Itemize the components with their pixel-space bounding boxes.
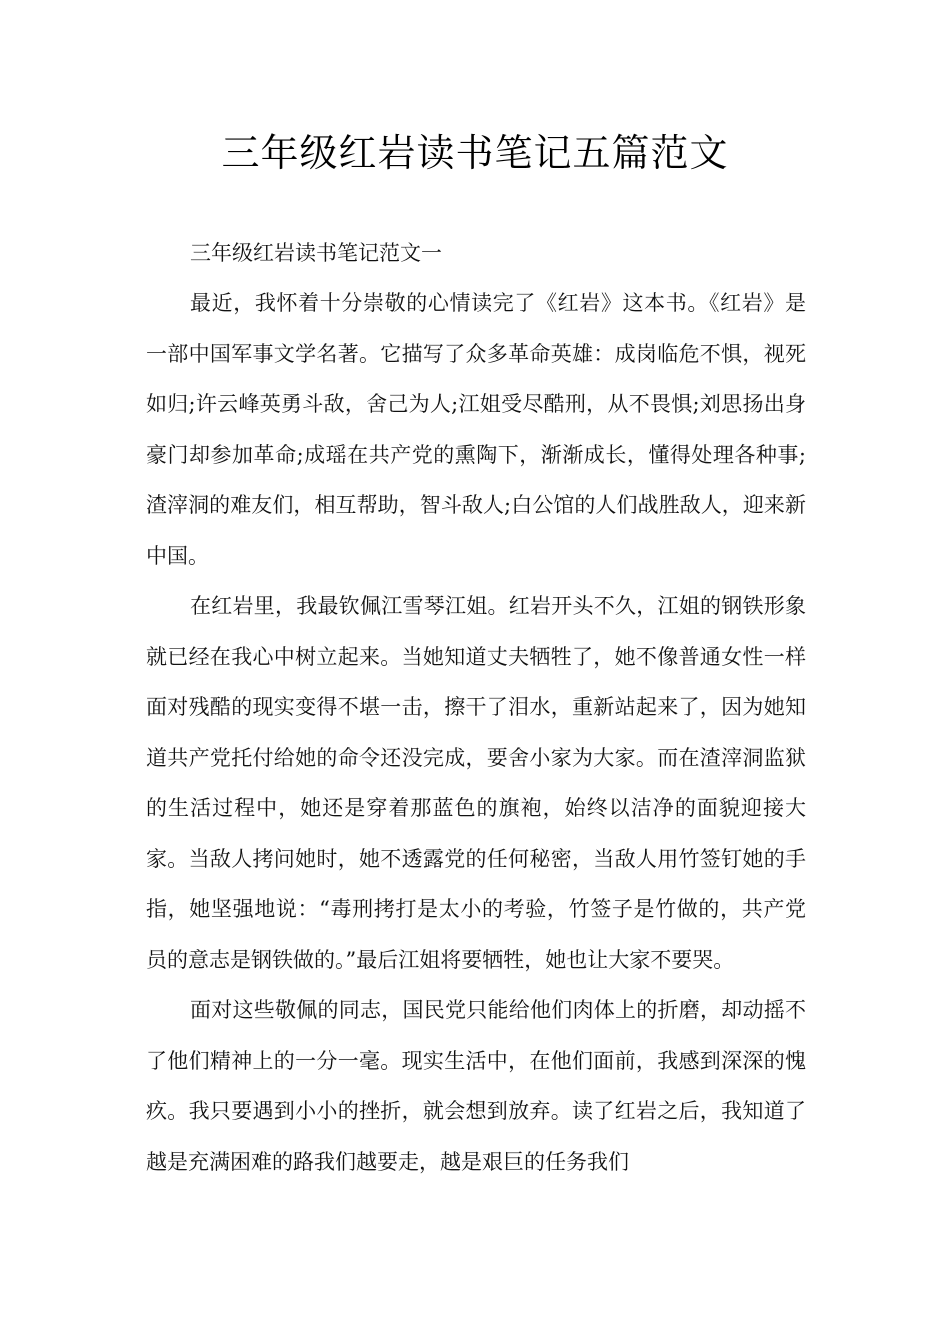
document-title: 三年级红岩读书笔记五篇范文 [221, 131, 729, 175]
section-heading: 三年级红岩读书笔记范文一 [190, 241, 442, 265]
document-body [146, 228, 806, 1187]
paragraph-3: 面对这些敬佩的同志，国民党只能给他们肉体上的折磨，却动摇不了他们精神上的一分一毫。现实生活中，在他们面前，我感到深深的愧疚。我只要遇到小小的挫折，就会想到放弃。读了红岩之后，我知道了越是充满困难的路我们越要走，越是艰巨的任务我们 [146, 998, 806, 1174]
paragraph-1: 最近，我怀着十分崇敬的心情读完了《红岩》这本书。《红岩》是一部中国军事文学名著。它描写了众多革命英雄：成岗临危不惧，视死如归;许云峰英勇斗敌，舍己为人;江姐受尽酷刑，从不畏惧;刘思扬出身豪门却参加革命;成瑶在共产党的熏陶下，渐渐成长，懂得处理各种事;渣滓洞的难友们，相互帮助，智斗敌人;白公馆的人们战胜敌人，迎来新中国。 [146, 291, 806, 568]
paragraph-2: 在红岩里，我最钦佩江雪琴江姐。红岩开头不久，江姐的钢铁形象就已经在我心中树立起来。当她知道丈夫牺牲了，她不像普通女性一样面对残酷的现实变得不堪一击，擦干了泪水，重新站起来了，因为她知道共产党托付给她的命令还没完成，要舍小家为大家。而在渣滓洞监狱的生活过程中，她还是穿着那蓝色的旗袍，始终以洁净的面貌迎接大家。当敌人拷问她时，她不透露党的任何秘密，当敌人用竹签钉她的手指，她坚强地说：“毒刑拷打是太小的考验，竹签子是竹做的，共产党员的意志是钢铁做的。”最后江姐将要牺牲，她也让大家不要哭。 [146, 594, 806, 972]
